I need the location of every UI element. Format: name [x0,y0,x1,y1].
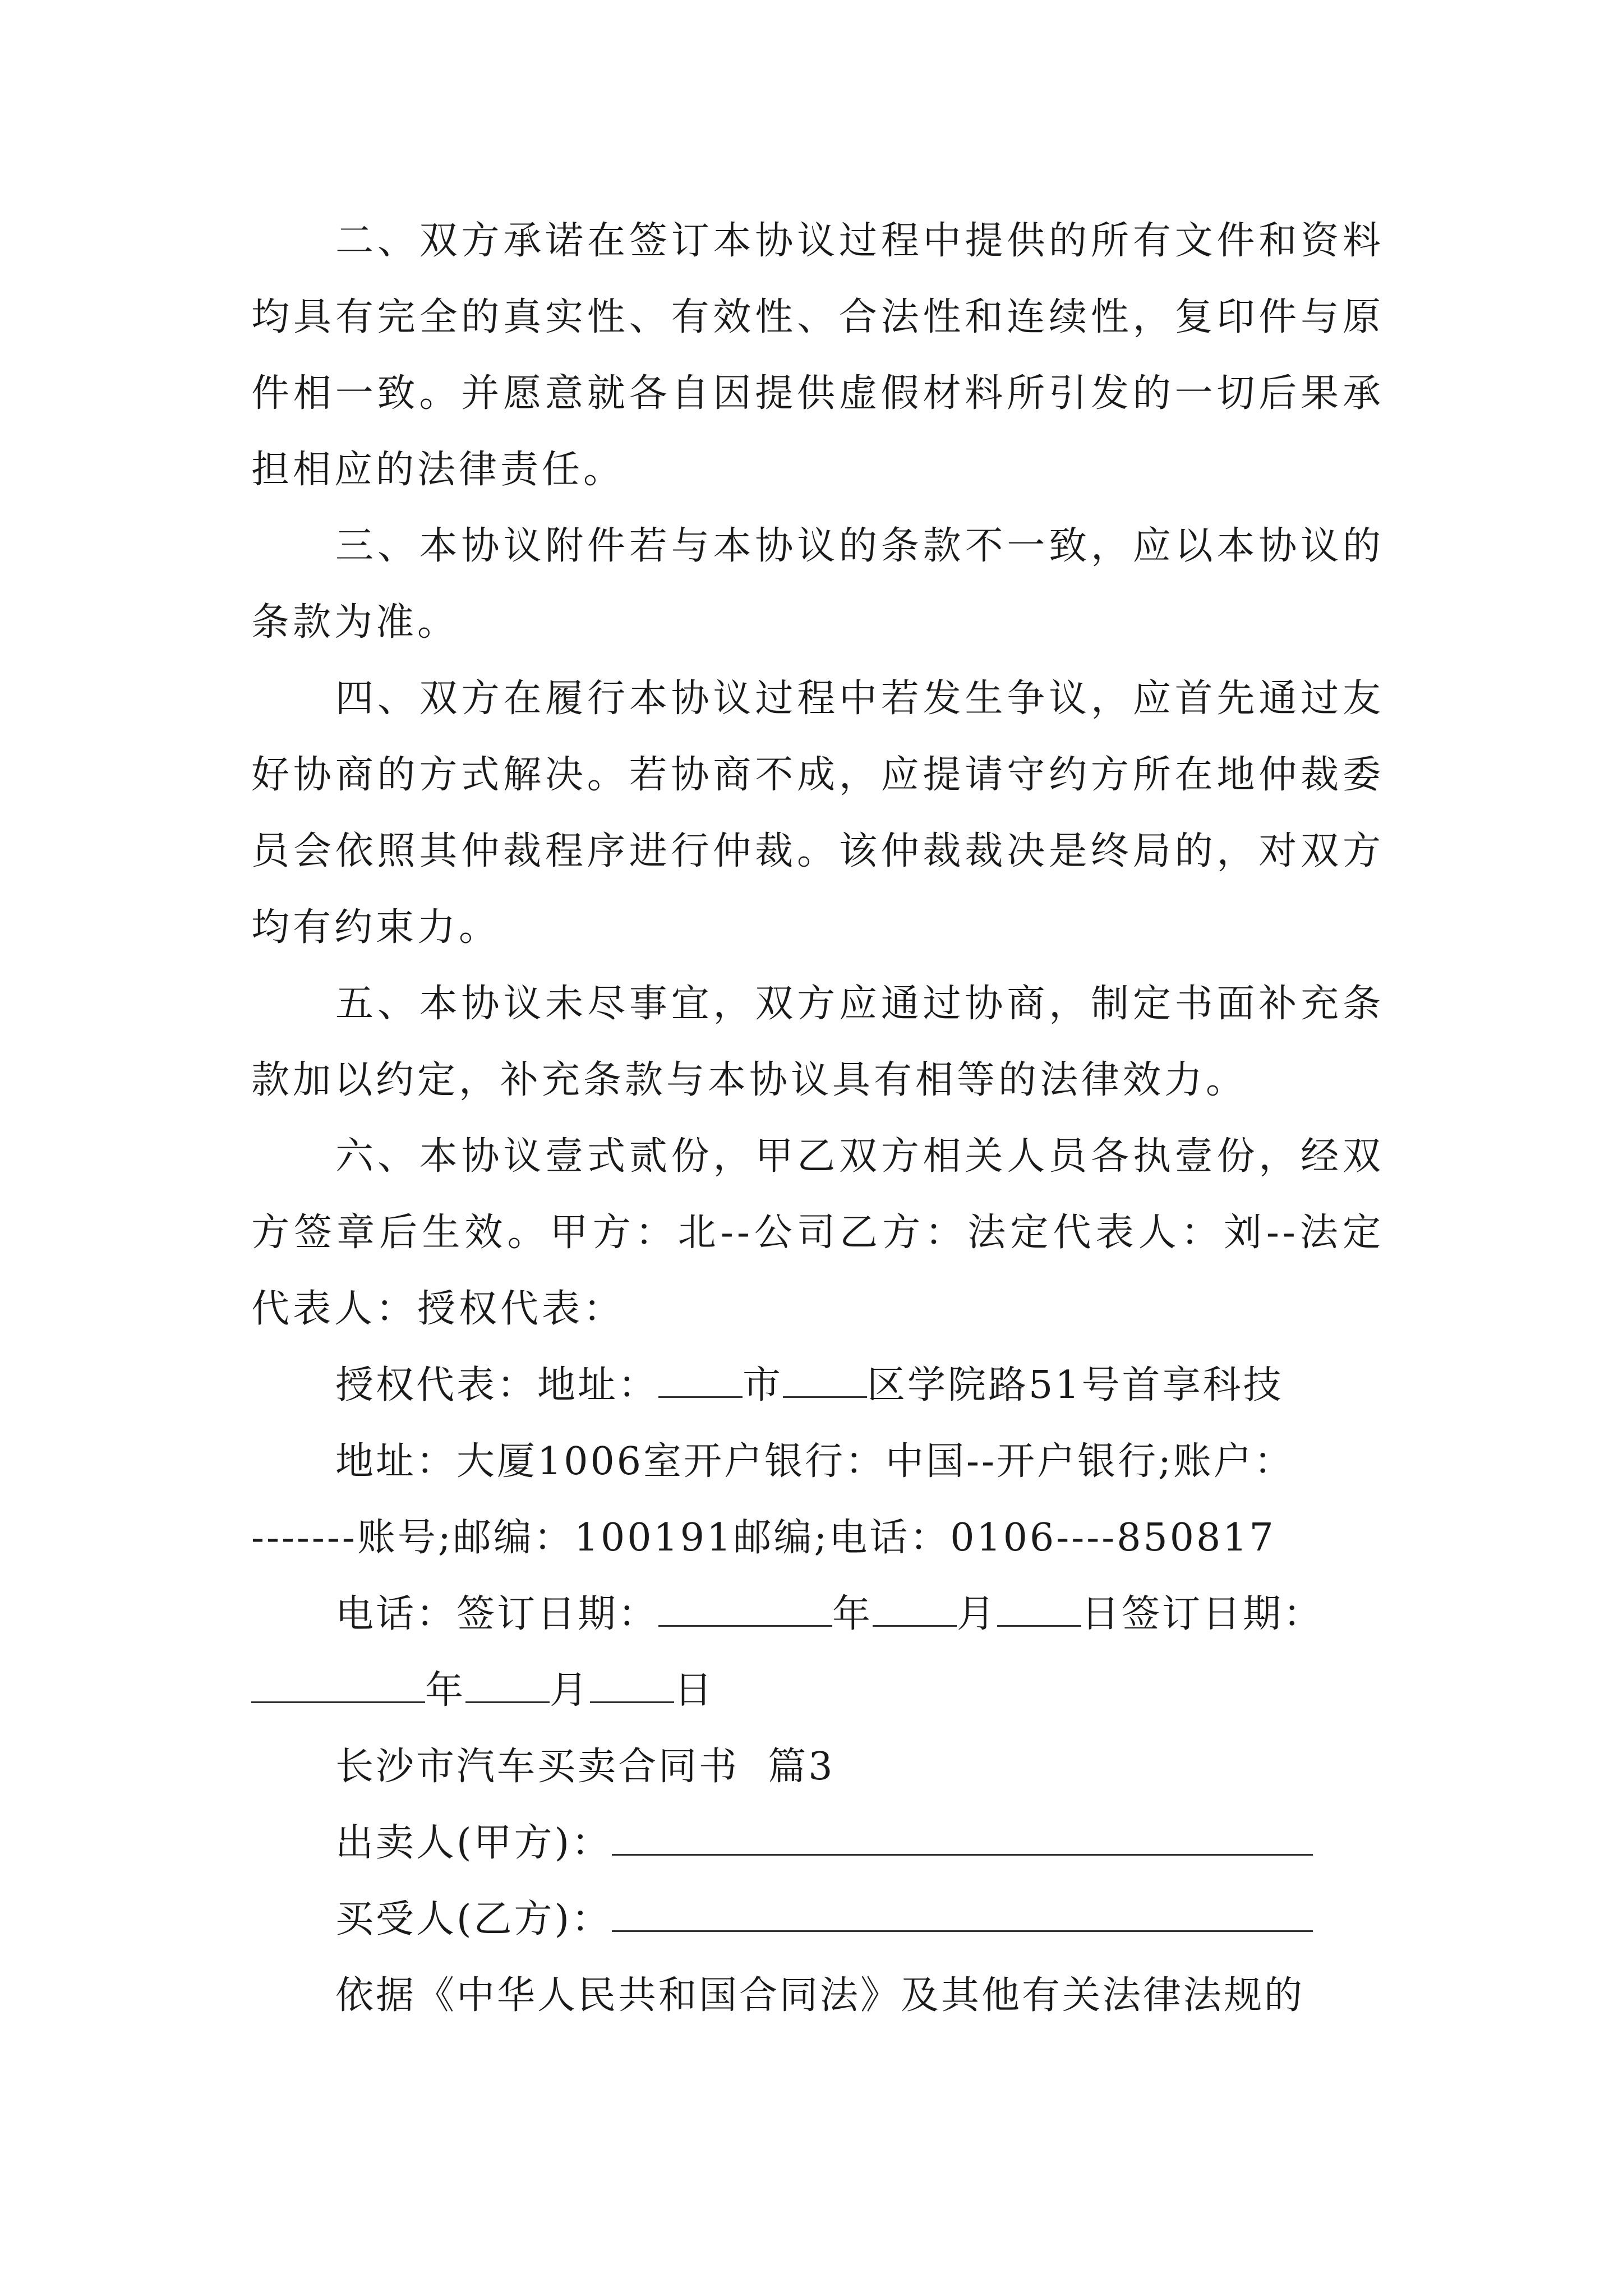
address-line [251,1347,1384,1424]
date-prefix: 电话：签订日期： [335,1592,659,1636]
day-blank-1 [997,1588,1081,1627]
year-label-2: 年 [425,1668,466,1713]
district-blank [783,1359,867,1398]
month-label-2: 月 [550,1668,591,1713]
clause-3: 三、本协议附件若与本协议的条款不一致，应以本协议的条款为准。 [251,524,1384,645]
month-blank-1 [873,1588,957,1627]
date-line-2 [251,1653,1384,1729]
day-label-1: 日签订日期： [1081,1592,1324,1636]
legal-basis-line: 依据《中华人民共和国合同法》及其他有关法律法规的 [335,1973,1305,2018]
clause-4: 四、双方在履行本协议过程中若发生争议，应首先通过友好协商的方式解决。若协商不成，应提请守约方所在地仲裁委员会依照其仲裁程序进行仲裁。该仲裁裁决是终局的，对双方均有约束力。 [251,677,1384,950]
bank-line-2: -------账号;邮编：100191邮编;电话：0106----850817 [251,1516,1276,1560]
year-blank-2 [251,1664,425,1703]
year-label-1: 年 [832,1592,873,1636]
seller-blank [612,1817,1313,1856]
day-blank-2 [590,1664,674,1703]
address-prefix: 授权代表：地址： [335,1363,659,1407]
clause-2: 二、双方承诺在签订本协议过程中提供的所有文件和资料均具有完全的真实性、有效性、合法性和连续性，复印件与原件相一致。并愿意就各自因提供虚假材料所引发的一切后果承担相应的法律责任。 [251,219,1384,492]
buyer-line [251,1881,1384,1958]
bank-line-1: 地址：大厦1006室开户银行：中国--开户银行;账户： [335,1439,1294,1484]
clause-5: 五、本协议未尽事宜，双方应通过协商，制定书面补充条款加以约定，补充条款与本协议具有相等的法律效力。 [251,982,1384,1102]
date-line-1 [251,1576,1384,1653]
address-suffix: 区学院路51号首享科技 [867,1363,1284,1407]
month-blank-2 [465,1664,550,1703]
buyer-blank [612,1893,1313,1932]
year-blank-1 [658,1588,832,1627]
section-3-title: 长沙市汽车买卖合同书 篇3 [335,1745,835,1789]
clause-6: 六、本协议壹式贰份，甲乙双方相关人员各执壹份，经双方签章后生效。甲方：北--公司乙方：法定代表人：刘--法定代表人：授权代表： [251,1134,1384,1331]
seller-label: 出卖人(甲方)： [335,1821,612,1865]
city-label: 市 [743,1363,783,1407]
document-body [251,203,1384,2034]
seller-line [251,1805,1384,1881]
buyer-label: 买受人(乙方)： [335,1897,612,1941]
month-label-1: 月 [957,1592,998,1636]
day-label-2: 日 [674,1668,715,1713]
city-blank [658,1359,743,1398]
